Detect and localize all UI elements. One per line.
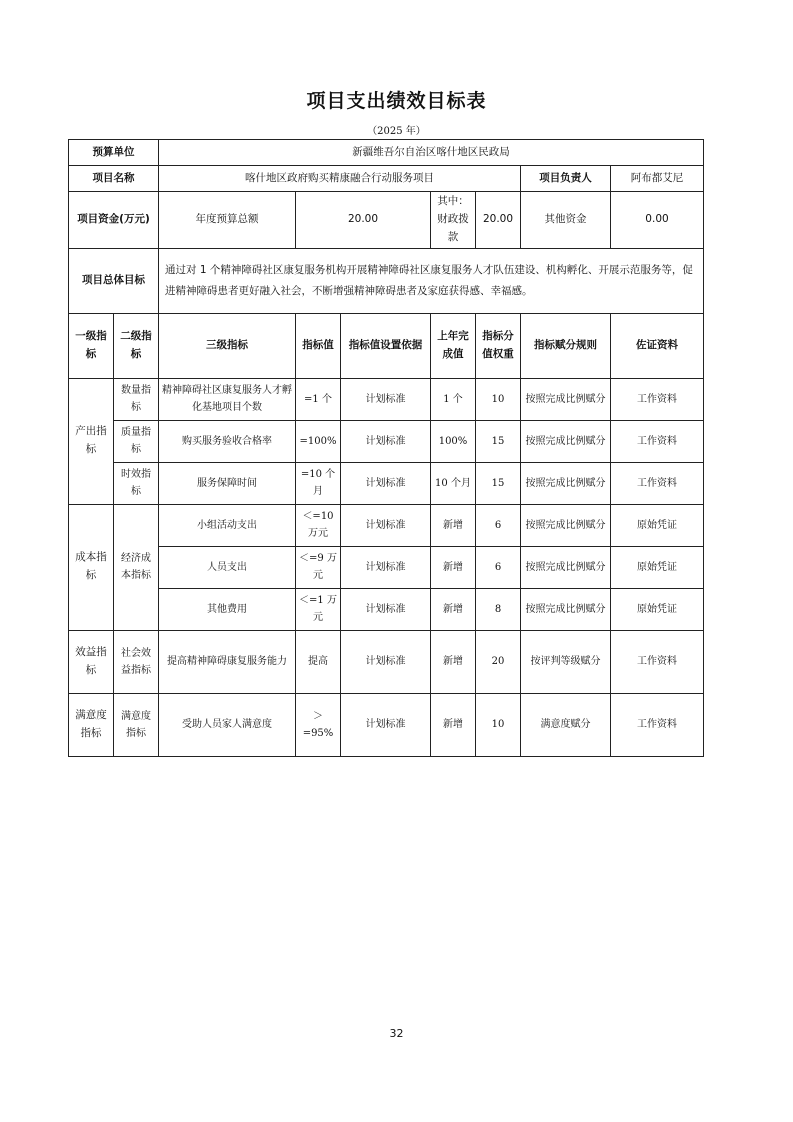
row-level3: 人员支出	[159, 546, 296, 588]
col-weight-header: 指标分值权重	[476, 313, 521, 378]
row-weight: 6	[476, 504, 521, 546]
row-rule: 按评判等级赋分	[521, 630, 611, 693]
fiscal-allocation-value: 20.00	[476, 192, 521, 249]
col-basis-header: 指标值设置依据	[341, 313, 431, 378]
table-row	[69, 378, 704, 420]
group-cost-label: 成本指标	[69, 504, 114, 630]
document-year: （2025 年）	[367, 126, 426, 137]
row-rule: 按照完成比例赋分	[521, 588, 611, 630]
table-row	[69, 630, 704, 693]
group-benefit-label: 效益指标	[69, 630, 114, 693]
row-evidence: 工作资料	[611, 420, 704, 462]
project-leader-label: 项目负责人	[521, 166, 611, 192]
project-leader-value: 阿布都艾尼	[611, 166, 704, 192]
row-level3: 小组活动支出	[159, 504, 296, 546]
row-value: =1 个	[296, 378, 341, 420]
row-basis: 计划标准	[341, 378, 431, 420]
row-weight: 10	[476, 693, 521, 756]
row-level3: 购买服务验收合格率	[159, 420, 296, 462]
group-satisfaction-sub-label: 满意度指标	[114, 693, 159, 756]
row-last-year: 新增	[431, 588, 476, 630]
document-title: 项目支出绩效目标表	[306, 90, 487, 112]
performance-target-table	[68, 139, 704, 757]
row-last-year: 新增	[431, 693, 476, 756]
group-satisfaction-label: 满意度指标	[69, 693, 114, 756]
row-value: ＜=1 万元	[296, 588, 341, 630]
row-evidence: 工作资料	[611, 630, 704, 693]
col-value-header: 指标值	[296, 313, 341, 378]
row-rule: 按照完成比例赋分	[521, 378, 611, 420]
row-last-year: 新增	[431, 546, 476, 588]
row-level2: 时效指标	[114, 462, 159, 504]
row-evidence: 原始凭证	[611, 588, 704, 630]
row-weight: 10	[476, 378, 521, 420]
row-last-year: 10 个月	[431, 462, 476, 504]
budget-unit-label: 预算单位	[69, 140, 159, 166]
row-last-year: 新增	[431, 504, 476, 546]
row-basis: 计划标准	[341, 588, 431, 630]
col-level2-header: 二级指标	[114, 313, 159, 378]
budget-unit-row	[69, 140, 704, 166]
row-basis: 计划标准	[341, 693, 431, 756]
row-rule: 按照完成比例赋分	[521, 420, 611, 462]
row-value: ＜=9 万元	[296, 546, 341, 588]
row-level3: 其他费用	[159, 588, 296, 630]
row-weight: 15	[476, 420, 521, 462]
row-weight: 8	[476, 588, 521, 630]
project-funds-label: 项目资金(万元)	[69, 192, 159, 249]
project-name-label: 项目名称	[69, 166, 159, 192]
col-rule-header: 指标赋分规则	[521, 313, 611, 378]
row-level3: 受助人员家人满意度	[159, 693, 296, 756]
row-basis: 计划标准	[341, 420, 431, 462]
group-cost-sub-label: 经济成本指标	[114, 504, 159, 630]
row-basis: 计划标准	[341, 630, 431, 693]
row-basis: 计划标准	[341, 546, 431, 588]
row-value: 提高	[296, 630, 341, 693]
row-weight: 15	[476, 462, 521, 504]
project-name-value: 喀什地区政府购买精康融合行动服务项目	[159, 166, 521, 192]
col-evidence-header: 佐证资料	[611, 313, 704, 378]
row-rule: 按照完成比例赋分	[521, 546, 611, 588]
table-row	[69, 546, 704, 588]
other-funds-value: 0.00	[611, 192, 704, 249]
row-value: ＞=95%	[296, 693, 341, 756]
row-last-year: 100%	[431, 420, 476, 462]
row-level2: 数量指标	[114, 378, 159, 420]
row-evidence: 原始凭证	[611, 546, 704, 588]
row-weight: 6	[476, 546, 521, 588]
fiscal-allocation-label: 其中：财政拨款	[431, 192, 476, 249]
row-level3: 提高精神障碍康复服务能力	[159, 630, 296, 693]
table-row	[69, 420, 704, 462]
row-evidence: 工作资料	[611, 693, 704, 756]
row-level3: 精神障碍社区康复服务人才孵化基地项目个数	[159, 378, 296, 420]
row-basis: 计划标准	[341, 462, 431, 504]
column-header-row	[69, 313, 704, 378]
row-value: =10 个月	[296, 462, 341, 504]
table-row	[69, 504, 704, 546]
row-rule: 按照完成比例赋分	[521, 462, 611, 504]
row-rule: 按照完成比例赋分	[521, 504, 611, 546]
group-benefit-sub-label: 社会效益指标	[114, 630, 159, 693]
row-rule: 满意度赋分	[521, 693, 611, 756]
row-evidence: 工作资料	[611, 462, 704, 504]
row-weight: 20	[476, 630, 521, 693]
row-value: =100%	[296, 420, 341, 462]
row-value: ＜=10 万元	[296, 504, 341, 546]
page-number: 32	[389, 1027, 404, 1040]
col-last-year-header: 上年完成值	[431, 313, 476, 378]
project-goal-row	[69, 248, 704, 313]
row-level2: 质量指标	[114, 420, 159, 462]
annual-budget-label: 年度预算总额	[159, 192, 296, 249]
other-funds-label: 其他资金	[521, 192, 611, 249]
project-goal-text: 通过对 1 个精神障碍社区康复服务机构开展精神障碍社区康复服务人才队伍建设、机构孵化、开展示范服务等，促进精神障碍患者更好融入社会，不断增强精神障碍患者及家庭获得感、幸福感。	[159, 248, 704, 313]
table-row	[69, 462, 704, 504]
row-last-year: 1 个	[431, 378, 476, 420]
row-last-year: 新增	[431, 630, 476, 693]
row-basis: 计划标准	[341, 504, 431, 546]
group-output-label: 产出指标	[69, 378, 114, 504]
col-level1-header: 一级指标	[69, 313, 114, 378]
project-funds-row	[69, 192, 704, 249]
row-evidence: 原始凭证	[611, 504, 704, 546]
budget-unit-value: 新疆维吾尔自治区喀什地区民政局	[159, 140, 704, 166]
col-level3-header: 三级指标	[159, 313, 296, 378]
project-name-row	[69, 166, 704, 192]
table-row	[69, 693, 704, 756]
row-level3: 服务保障时间	[159, 462, 296, 504]
annual-budget-value: 20.00	[296, 192, 431, 249]
row-evidence: 工作资料	[611, 378, 704, 420]
project-goal-label: 项目总体目标	[69, 248, 159, 313]
table-row	[69, 588, 704, 630]
